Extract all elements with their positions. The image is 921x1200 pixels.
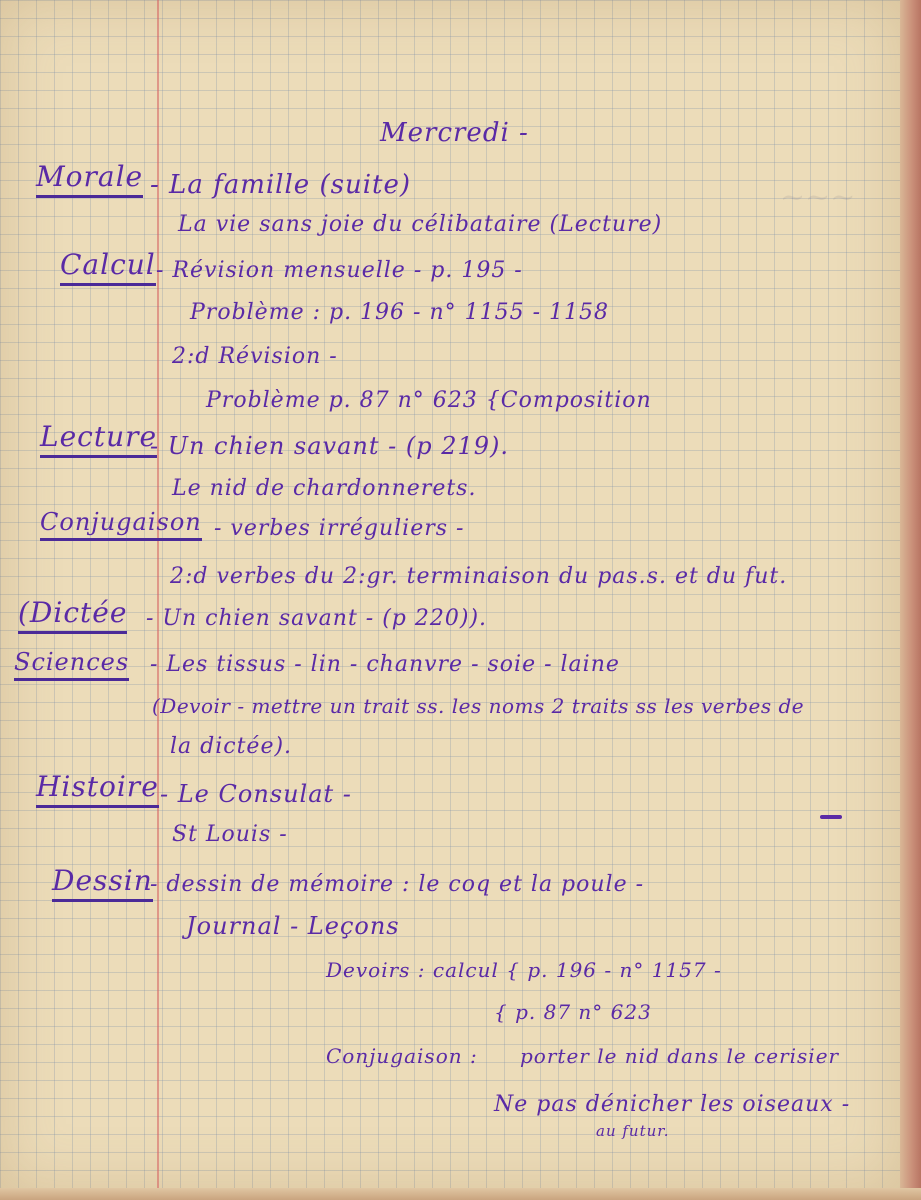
page-title: Mercredi -	[380, 118, 529, 148]
conjugaison-task-2: Ne pas dénicher les oiseaux -	[494, 1092, 851, 1117]
journal-line: Journal - Leçons	[186, 912, 400, 940]
calcul-line-1: - Révision mensuelle - p. 195 -	[156, 258, 523, 283]
bleed-through-ink: ~~~	[780, 180, 856, 215]
conjugaison-line-1: - verbes irréguliers -	[214, 516, 465, 541]
subject-calcul: Calcul	[60, 248, 156, 286]
lecture-line-1: - Un chien savant - (p 219).	[150, 432, 510, 460]
subject-histoire: Histoire	[36, 770, 159, 808]
page-bottom-edge	[0, 1188, 921, 1200]
histoire-line-2: St Louis -	[172, 822, 288, 847]
ink-dash	[820, 815, 842, 819]
devoirs-line-2: { p. 87 n° 623	[494, 1000, 652, 1024]
morale-line-2: La vie sans joie du célibataire (Lecture)	[178, 212, 663, 237]
subject-morale: Morale	[36, 160, 143, 198]
subject-sciences: Sciences	[14, 648, 129, 681]
sciences-line-1: - Les tissus - lin - chanvre - soie - laine	[150, 652, 620, 677]
calcul-line-2: Problème : p. 196 - n° 1155 - 1158	[190, 300, 610, 325]
devoir-line-2: la dictée).	[170, 734, 293, 759]
devoir-line-1: (Devoir - mettre un trait ss. les noms 2 traits ss les verbes de	[152, 694, 805, 718]
lecture-line-2: Le nid de chardonnerets.	[172, 476, 477, 501]
calcul-line-4: Problème p. 87 n° 623 {Composition	[206, 388, 652, 413]
calcul-line-3: 2:d Révision -	[172, 344, 338, 369]
conjugaison-task-1: porter le nid dans le cerisier	[520, 1044, 840, 1068]
histoire-line-1: - Le Consulat -	[160, 780, 352, 808]
subject-lecture: Lecture	[40, 420, 157, 458]
subject-conjugaison: Conjugaison	[40, 508, 202, 541]
subject-dessin: Dessin	[52, 864, 153, 902]
conjugaison-label: Conjugaison :	[326, 1044, 478, 1068]
conjugaison-task-3: au futur.	[596, 1122, 670, 1140]
dictee-line-1: - Un chien savant - (p 220)).	[146, 606, 488, 631]
conjugaison-line-2: 2:d verbes du 2:gr. terminaison du pas.s. et du fut.	[170, 564, 788, 589]
devoirs-line-1: Devoirs : calcul { p. 196 - n° 1157 -	[326, 958, 722, 982]
morale-line-1: - La famille (suite)	[150, 170, 411, 200]
subject-dictee: (Dictée	[18, 596, 127, 634]
cover-edge	[900, 0, 921, 1200]
dessin-line-1: - dessin de mémoire : le coq et la poule -	[150, 872, 645, 897]
